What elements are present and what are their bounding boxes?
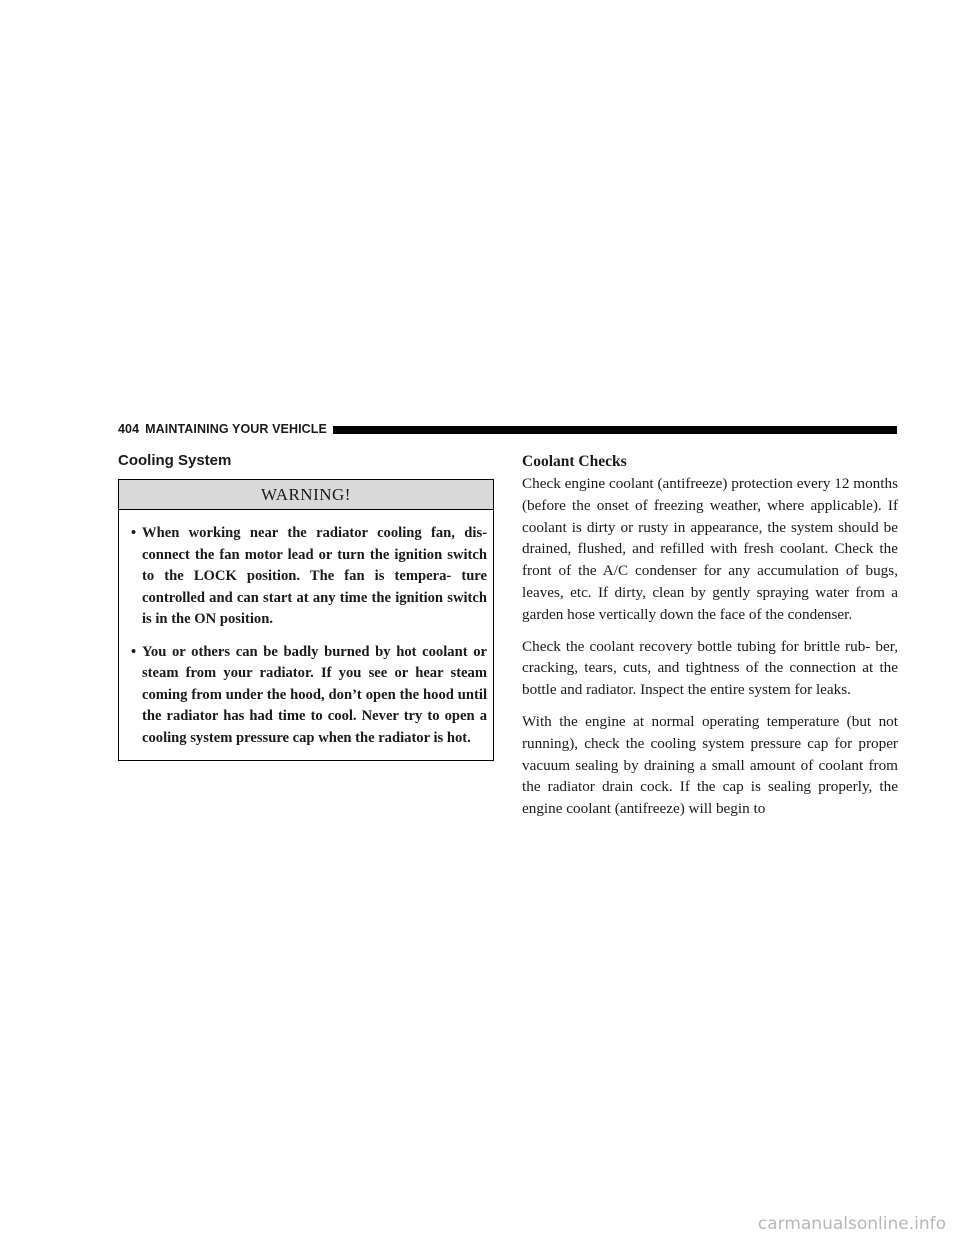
section-title: MAINTAINING YOUR VEHICLE <box>145 422 327 436</box>
paragraph: Check the coolant recovery bottle tubing for brittle rub- ber, cracking, tears, cuts, and tightness of the connection at the bottle and radiator. Inspect the entire system for leaks. <box>522 637 898 699</box>
warning-text: When working near the radiator cooling fan, dis- connect the fan motor lead or turn the ignition switch to the LOCK position. The fan is tempera- ture controlled and can start at any time the ignition switch is in the ON position. <box>142 525 487 627</box>
paragraph: With the engine at normal operating temperature (but not running), check the cooling system pressure cap for proper vacuum sealing by draining a small amount of coolant from the radiator drain cock. If the cap is sealing properly, the engine coolant (antifreeze) will begin to <box>522 712 898 818</box>
paragraph: Check engine coolant (antifreeze) protection every 12 months (before the onset of freezing weather, where applicable). If coolant is dirty or rusty in appearance, the system should be drained, flushed, and refilled with fresh coolant. Check the front of the A/C condenser for any accumulation of bugs, leaves, etc. If dirty, clean by gently spraying water from a garden hose vertically down the face of the condenser. <box>522 475 898 623</box>
warning-box <box>118 479 494 761</box>
left-column <box>118 452 495 761</box>
bullet-icon: • <box>131 525 137 541</box>
warning-text: You or others can be badly burned by hot coolant or steam from your radiator. If you see or hear steam coming from under the hood, don’t open the hood until the radiator has had time to cool. Never try to open a cooling system pressure cap when the radiator is hot. <box>142 643 487 746</box>
section-heading: Cooling System <box>118 452 232 469</box>
watermark-link[interactable]: carmanualsonline.info <box>757 1214 946 1234</box>
header-rule <box>333 426 897 434</box>
subheading-coolant-checks: Coolant Checks <box>522 453 627 470</box>
warning-body <box>119 510 493 760</box>
right-column <box>522 452 898 830</box>
warning-item <box>131 642 487 750</box>
warning-title: WARNING! <box>119 480 493 510</box>
bullet-icon: • <box>131 643 137 660</box>
page-header <box>118 421 897 437</box>
warning-item <box>131 523 487 631</box>
page-number: 404 <box>118 422 140 436</box>
